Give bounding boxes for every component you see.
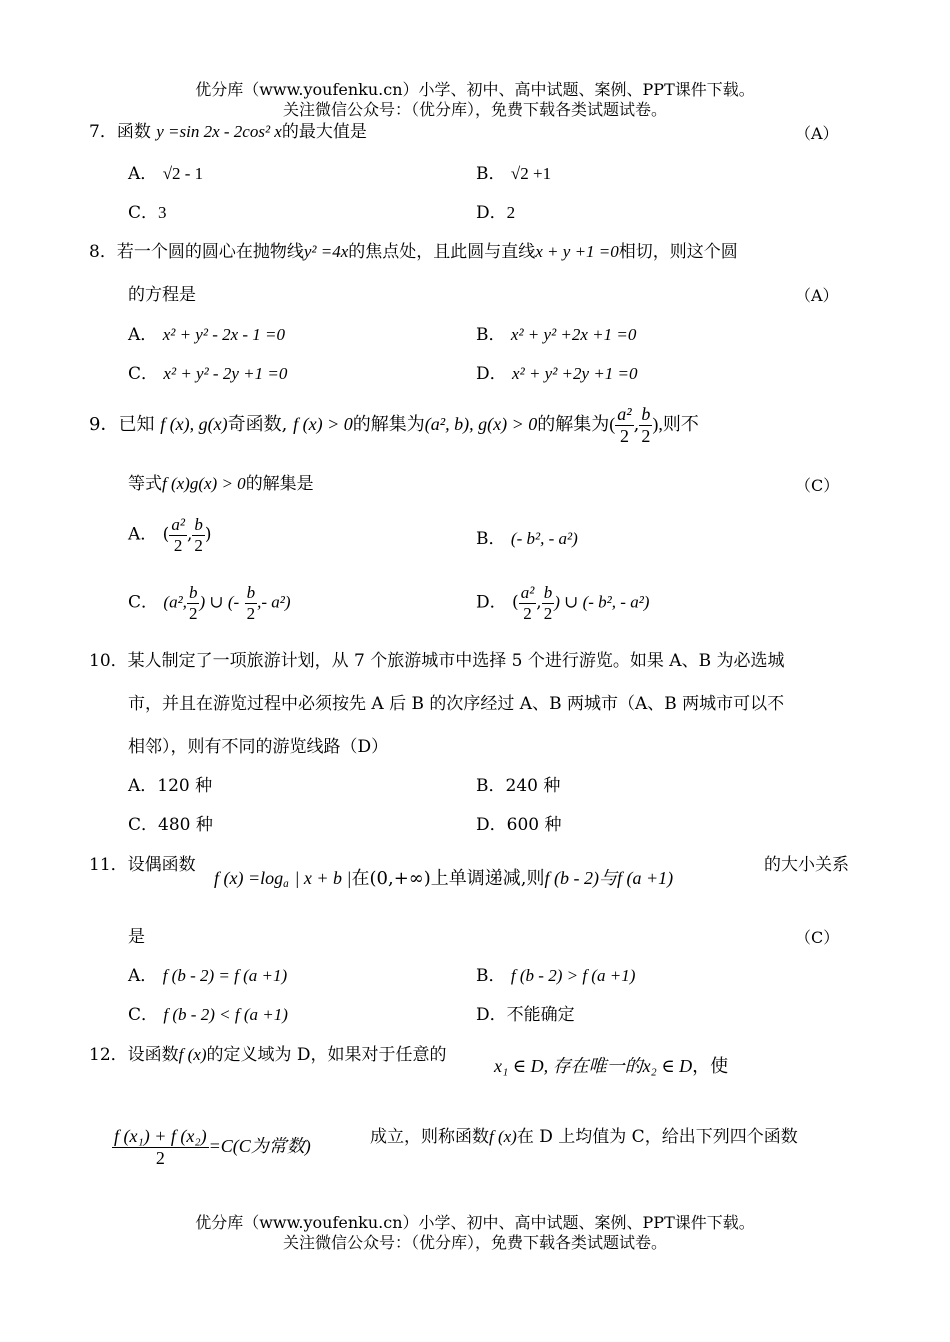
option-c: C． x² + y² - 2y +1 =0 bbox=[128, 364, 288, 384]
question-8-stem: 8．若一个圆的圆心在抛物线y² =4x的焦点处，且此圆与直线x + y +1 =0相切，则这个圆 bbox=[89, 242, 738, 262]
option-c: C．3 bbox=[128, 203, 167, 223]
option-a: A． f (b - 2) = f (a +1) bbox=[128, 966, 288, 986]
question-12-condition: x₁ ∈ D, 存在唯一的x₂ ∈ D，使 bbox=[494, 1056, 729, 1077]
answer-label: （A） bbox=[795, 124, 839, 143]
question-11-stem-tail: 的大小关系 bbox=[764, 855, 849, 875]
question-11-formula: f $(x) =\log_a$ | x + b |在(0,+∞)上单调递减,则f (b - 2)与f (a +1) bbox=[214, 868, 674, 890]
question-7-stem: 7．函数 y =sin 2x - 2cos² x的最大值是 bbox=[89, 122, 367, 142]
question-9-stem: 9．已知 f (x), g(x)奇函数, f (x) > 0的解集为(a², b), g(x) > 0的解集为( $\frac{\text{a²}}{2}$ , $\frac{b}{2}$ ),则不 bbox=[89, 404, 699, 446]
formula: y =sin 2x - 2cos² x bbox=[156, 122, 282, 141]
question-8-stem-cont: 的方程是 bbox=[128, 285, 196, 305]
option-c: C． f (b - 2) < f (a +1) bbox=[128, 1005, 288, 1025]
option-a: A． ( $\frac{\text{a²}}{2}$ , $\frac{b}{2}$ ) bbox=[128, 515, 212, 555]
question-number: 7． bbox=[89, 122, 117, 142]
question-12-fraction: $\frac{\text{f (x₁) + f (x₂)}}{2}$ =C(C为常数) bbox=[114, 1126, 311, 1168]
option-a: A．120 种 bbox=[128, 776, 213, 796]
option-b: B． √2 +1 bbox=[476, 164, 552, 184]
option-d: D． ( $\frac{\text{a²}}{2}$ , $\frac{b}{2}$ ) ∪ (- b², - a²) bbox=[476, 583, 650, 623]
header-line-1: 优分库（www.youfenku.cn）小学、初中、高中试题、案例、PPT课件下载。 bbox=[195, 80, 755, 99]
option-b: B．240 种 bbox=[476, 776, 561, 796]
answer-label: （A） bbox=[795, 286, 839, 305]
option-b: B． (- b², - a²) bbox=[476, 529, 578, 549]
header-line-2: 关注微信公众号：（优分库），免费下载各类试题试卷。 bbox=[282, 100, 667, 119]
option-c: C． (a², $\frac{b}{2}$ ) ∪ (- $\frac{b}{2}$ ,- a²) bbox=[128, 583, 291, 623]
answer-label: （C） bbox=[795, 928, 840, 947]
question-10-line-1: 10．某人制定了一项旅游计划，从 7 个旅游城市中选择 5 个进行游览。如果 A、B 为必选城 bbox=[89, 651, 785, 671]
option-d: D． x² + y² +2y +1 =0 bbox=[476, 364, 638, 384]
option-a: A． x² + y² - 2x - 1 =0 bbox=[128, 325, 286, 345]
option-b: B． x² + y² +2x +1 =0 bbox=[476, 325, 637, 345]
footer-line-2: 关注微信公众号：（优分库），免费下载各类试题试卷。 bbox=[282, 1233, 667, 1252]
question-12-stem: 12．设函数f (x)的定义域为 D，如果对于任意的 bbox=[89, 1045, 447, 1065]
footer-line-1: 优分库（www.youfenku.cn）小学、初中、高中试题、案例、PPT课件下载。 bbox=[195, 1213, 755, 1232]
option-d: D．2 bbox=[476, 203, 516, 223]
question-10-line-3: 相邻），则有不同的游览线路（D） bbox=[128, 737, 389, 757]
option-a: A． √2 - 1 bbox=[128, 164, 204, 184]
answer-label: （C） bbox=[795, 476, 840, 495]
option-d: D．600 种 bbox=[476, 815, 562, 835]
option-b: B． f (b - 2) > f (a +1) bbox=[476, 966, 636, 986]
question-11-stem-label: 11．设偶函数 bbox=[89, 855, 196, 875]
option-c: C．480 种 bbox=[128, 815, 213, 835]
question-10-line-2: 市，并且在游览过程中必须按先 A 后 B 的次序经过 A、B 两城市（A、B 两城市可以不 bbox=[128, 694, 785, 714]
question-9-stem-cont: 等式f (x)g(x) > 0的解集是 bbox=[128, 474, 314, 494]
question-11-stem-cont: 是 bbox=[128, 927, 145, 947]
question-12-stem-cont: 成立，则称函数f (x)在 D 上均值为 C，给出下列四个函数 bbox=[370, 1127, 798, 1147]
option-d: D．不能确定 bbox=[476, 1005, 575, 1025]
